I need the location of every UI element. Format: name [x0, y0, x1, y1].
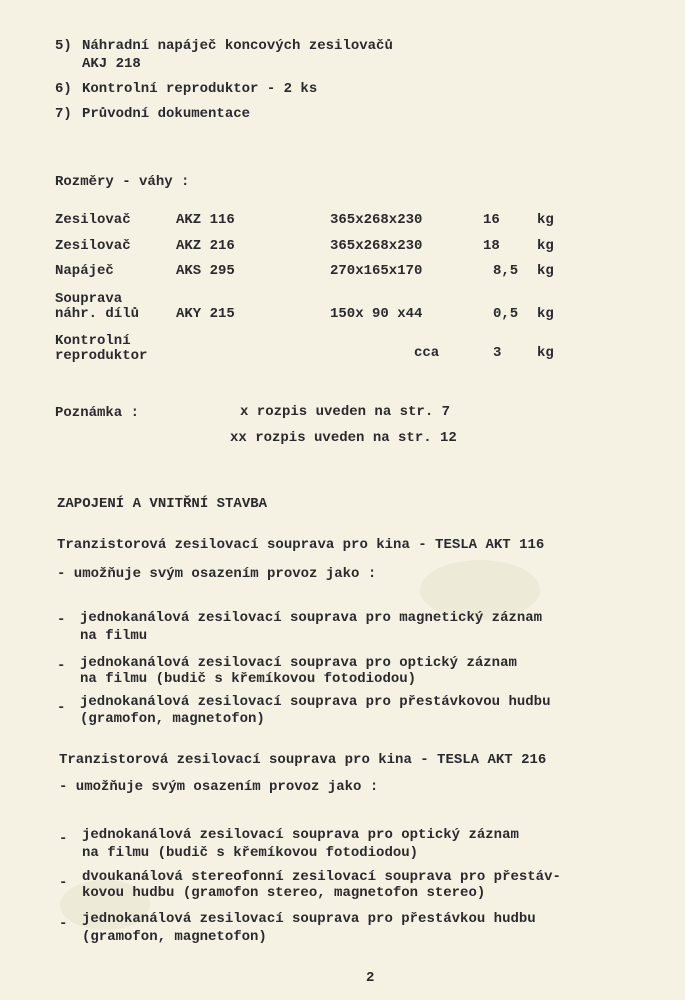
bullet-mark: - [59, 916, 68, 932]
section-title: ZAPOJENÍ A VNITŘNÍ STAVBA [57, 496, 268, 512]
row-unit: kg [537, 345, 554, 361]
row-size: 150x 90 x44 [330, 306, 423, 322]
akt216-intro: Tranzistorová zesilovací souprava pro kina - TESLA AKT 216 [59, 752, 547, 768]
list-item: jednokanálová zesilovací souprava pro magnetický záznam [80, 610, 543, 626]
row-model: AKS 295 [176, 263, 235, 279]
row-name: Kontrolní [55, 333, 131, 349]
bullet-mark: - [57, 658, 66, 674]
row-name: Zesilovač [55, 212, 131, 228]
akt116-intro: Tranzistorová zesilovací souprava pro kina - TESLA AKT 116 [57, 537, 545, 553]
note-line-1: x rozpis uveden na str. 7 [240, 404, 451, 420]
page-number: 2 [366, 970, 375, 986]
row-size: 365x268x230 [330, 212, 423, 228]
row-name-cont: náhr. dílů [55, 306, 140, 322]
list-item-cont: na filmu (budič s křemíkovou fotodiodou) [80, 671, 417, 687]
list-item-cont: (gramofon, magnetofon) [82, 929, 267, 945]
akt216-intro-2: - umožňuje svým osazením provoz jako : [59, 779, 379, 795]
row-weight: 8,5 [493, 263, 519, 279]
bullet-mark: - [59, 831, 68, 847]
row-model: AKY 215 [176, 306, 235, 322]
row-weight: 18 [483, 238, 500, 254]
bullet-mark: - [57, 700, 66, 716]
row-model: AKZ 116 [176, 212, 235, 228]
row-size: 270x165x170 [330, 263, 423, 279]
row-model: AKZ 216 [176, 238, 235, 254]
item-6-number: 6) [55, 81, 72, 97]
list-item-cont: na filmu [80, 628, 148, 644]
row-unit: kg [537, 238, 554, 254]
bullet-mark: - [57, 612, 66, 628]
list-item: dvoukanálová stereofonní zesilovací souprava pro přestáv- [82, 869, 561, 885]
row-name-cont: reproduktor [55, 348, 148, 364]
item-7-number: 7) [55, 106, 72, 122]
list-item-cont: kovou hudbu (gramofon stereo, magnetofon stereo) [82, 885, 486, 901]
row-unit: kg [537, 212, 554, 228]
bullet-mark: - [59, 875, 68, 891]
item-5-text-cont: AKJ 218 [82, 56, 141, 72]
item-7-text: Průvodní dokumentace [82, 106, 251, 122]
dims-heading: Rozměry - váhy : [55, 174, 190, 190]
akt116-intro-2: - umožňuje svým osazením provoz jako : [57, 566, 377, 582]
list-item-cont: na filmu (budič s křemíkovou fotodiodou) [82, 845, 419, 861]
item-5-number: 5) [55, 38, 72, 54]
list-item-cont: (gramofon, magnetofon) [80, 711, 265, 727]
note-line-2: xx rozpis uveden na str. 12 [230, 430, 457, 446]
row-name: Zesilovač [55, 238, 131, 254]
item-6-text: Kontrolní reproduktor - 2 ks [82, 81, 318, 97]
item-5-text: Náhradní napáječ koncových zesilovačů [82, 38, 393, 54]
list-item: jednokanálová zesilovací souprava pro optický záznam [80, 655, 517, 671]
row-weight: 0,5 [493, 306, 519, 322]
list-item: jednokanálová zesilovací souprava pro optický záznam [82, 827, 519, 843]
row-name: Napáječ [55, 263, 114, 279]
row-unit: kg [537, 263, 554, 279]
row-size: 365x268x230 [330, 238, 423, 254]
row-name: Souprava [55, 291, 123, 307]
list-item: jednokanálová zesilovací souprava pro přestávkovou hudbu [80, 694, 551, 710]
row-weight: 16 [483, 212, 500, 228]
row-weight: 3 [493, 345, 502, 361]
row-unit: kg [537, 306, 554, 322]
note-label: Poznámka : [55, 405, 140, 421]
list-item: jednokanálová zesilovací souprava pro přestávkou hudbu [82, 911, 536, 927]
row-size: cca [414, 345, 440, 361]
